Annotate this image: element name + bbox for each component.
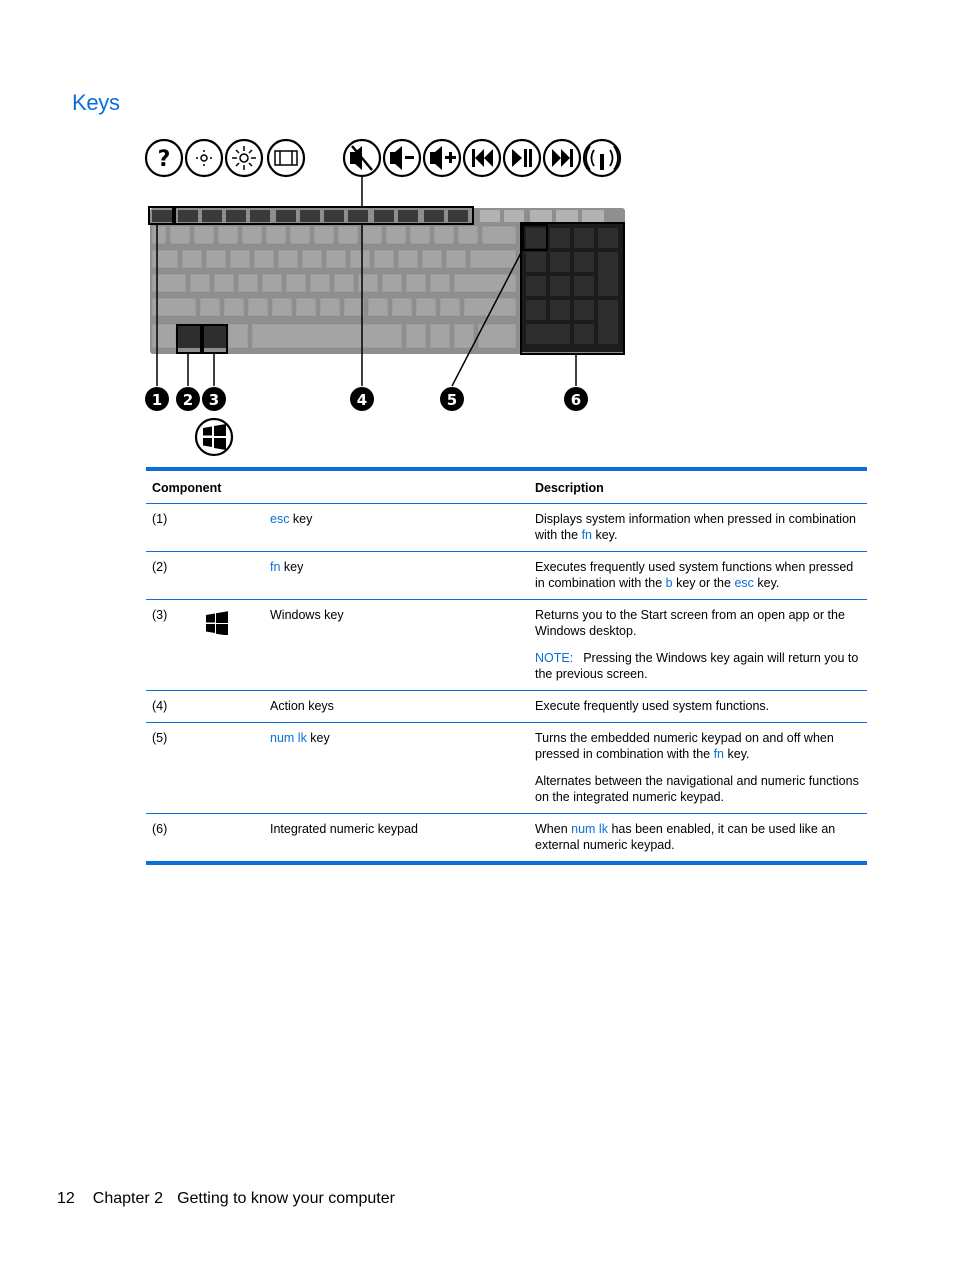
- row-number: (3): [152, 608, 168, 622]
- callout-3: 3: [208, 391, 220, 409]
- row-component: num lk key: [270, 731, 330, 745]
- callout-4: 4: [356, 391, 368, 409]
- row-description: Executes frequently used system functions when pressed in combination with the b key or the esc key.: [535, 560, 854, 590]
- brightness-down-icon: [186, 140, 222, 176]
- brightness-up-icon: [226, 140, 262, 176]
- header-description: Description: [535, 481, 604, 495]
- fn-key: [178, 326, 200, 348]
- table-row: [146, 552, 867, 600]
- esc-key-name: esc: [270, 512, 290, 526]
- row-component: Integrated numeric keypad: [270, 822, 419, 836]
- num-lock-key-name: num lk: [270, 731, 307, 745]
- table-row: [146, 723, 867, 814]
- table-row: [146, 691, 867, 723]
- windows-key: [204, 326, 226, 348]
- page-number: 12: [57, 1190, 75, 1207]
- row-component: fn key: [270, 560, 304, 574]
- row-description: Execute frequently used system functions.: [535, 699, 770, 713]
- callout-1: 1: [151, 391, 163, 409]
- row-component: esc key: [270, 512, 313, 526]
- row-icon-cell: [196, 504, 264, 552]
- row-description: Displays system information when pressed in combination with the fn key.: [535, 512, 856, 542]
- keyboard-figure: [140, 130, 630, 465]
- row-icon-cell: [196, 691, 264, 723]
- page-footer: [57, 1190, 395, 1208]
- row-description: When num lk has been enabled, it can be used like an external numeric keypad.: [535, 822, 836, 852]
- callout-2: 2: [182, 391, 194, 409]
- callout-6: 6: [570, 391, 582, 409]
- table-row: [146, 814, 867, 864]
- chapter-label: Chapter 2: [92, 1190, 164, 1207]
- row-description: Turns the embedded numeric keypad on and off when pressed in combination with the fn key. Alternates between the navigational and numeric functions on the integrated numeric keypad.: [535, 731, 859, 804]
- page-title: Keys: [72, 90, 120, 115]
- row-number: (2): [152, 560, 168, 574]
- row-description: Returns you to the Start screen from an open app or the Windows desktop. NOTE: Pressing the Windows key again will return you to the previous screen.: [535, 608, 859, 681]
- windows-logo-icon: [196, 419, 232, 455]
- fn-key-name: fn: [270, 560, 281, 574]
- row-icon-cell: [196, 552, 264, 600]
- row-number: (6): [152, 822, 168, 836]
- windows-logo-icon: [205, 611, 229, 635]
- row-number: (4): [152, 699, 168, 713]
- row-component: Windows key: [270, 608, 344, 622]
- table-header-row: [146, 469, 867, 504]
- row-icon-cell: [196, 723, 264, 814]
- table-row: [146, 504, 867, 552]
- row-number: (5): [152, 731, 168, 745]
- row-number: (1): [152, 512, 168, 526]
- svg-text:?: ?: [157, 147, 171, 172]
- row-icon-cell: [196, 814, 264, 864]
- callout-5: 5: [446, 391, 458, 409]
- note-label: NOTE:: [535, 651, 574, 665]
- table-row: [146, 600, 867, 691]
- keys-table: [146, 467, 867, 865]
- row-component: Action keys: [270, 699, 334, 713]
- display-switch-icon: [268, 140, 304, 176]
- chapter-title: Getting to know your computer: [177, 1190, 395, 1207]
- row-icon-cell: [196, 600, 264, 691]
- header-component: Component: [152, 481, 222, 495]
